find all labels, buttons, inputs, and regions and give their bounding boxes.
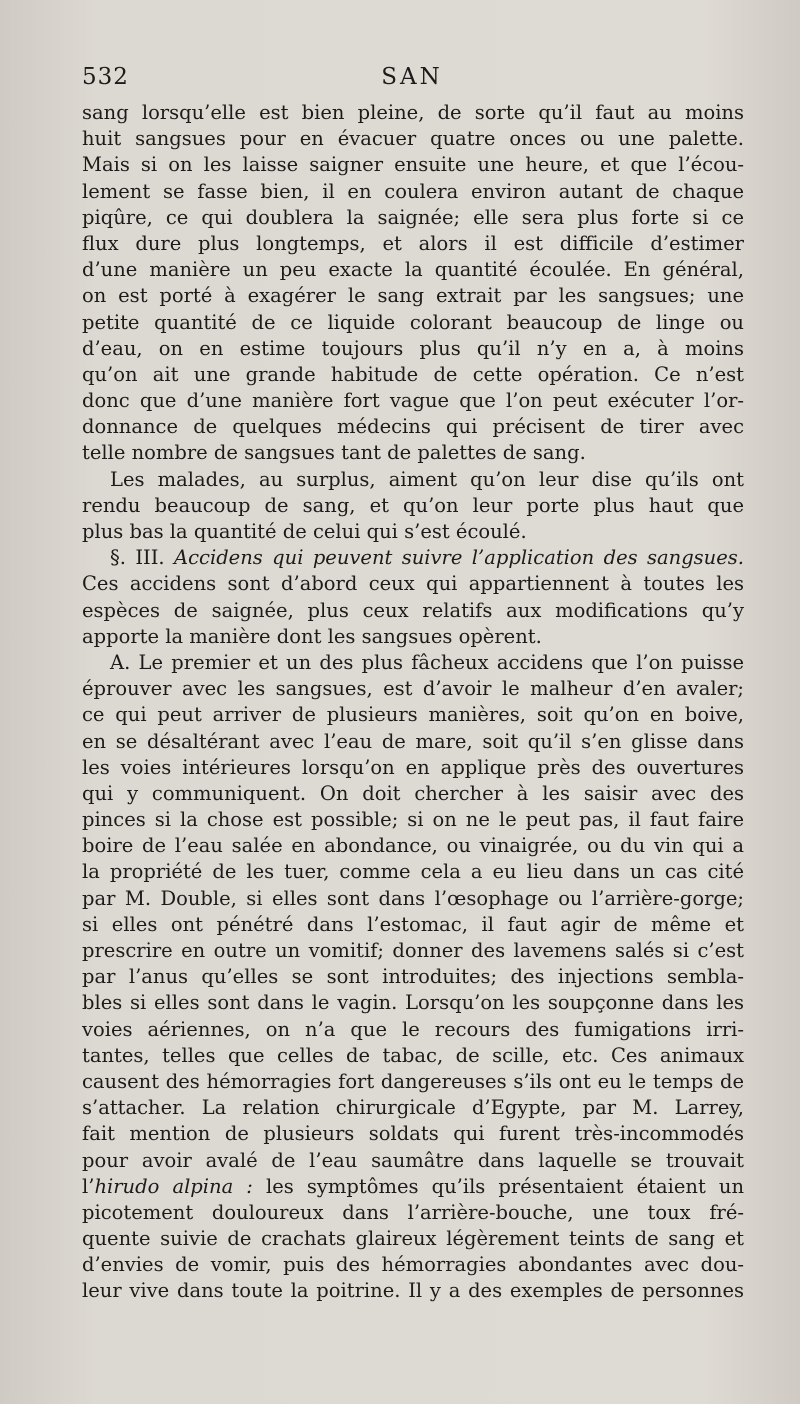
line-text: par l’anus qu’elles se sont introduites; des injections sembla- xyxy=(82,965,744,989)
line-text: éprouver avec les sangsues, est d’avoir le malheur d’en avaler; xyxy=(82,677,744,701)
text-line xyxy=(82,598,744,624)
line-text: pinces si la chose est possible; si on ne le peut pas, il faut faire xyxy=(82,808,744,832)
text-line xyxy=(82,859,744,885)
line-text: pour avoir avalé de l’eau saumâtre dans laquelle se trouvait xyxy=(82,1148,744,1172)
line-text: Le premier et un des plus fâcheux accidens que l’on puisse xyxy=(138,650,744,674)
text-line xyxy=(82,310,744,336)
line-text: prescrire en outre un vomitif; donner des lavemens salés si c’est xyxy=(82,939,744,962)
text-line xyxy=(82,729,744,755)
text-line xyxy=(82,1121,744,1147)
line-text: qui y communiquent. On doit chercher à les saisir avec des xyxy=(82,781,744,805)
line-text: Ces accidens sont d’abord ceux qui appartiennent à toutes les xyxy=(82,572,744,596)
line-text: bles si elles sont dans le vagin. Lorsqu’on les soupçonne dans les xyxy=(82,991,744,1015)
running-title: SAN xyxy=(381,64,443,90)
text-line xyxy=(82,702,744,728)
text-line xyxy=(82,414,744,440)
text-line xyxy=(82,1278,744,1304)
line-text: leur vive dans toute la poitrine. Il y a des exemples de personnes xyxy=(82,1279,744,1303)
line-text: donc que d’une manière fort vague que l’on peut exécuter l’or- xyxy=(82,389,744,413)
line-text: picotement douloureux dans l’arrière-bouche, une toux fré- xyxy=(82,1200,744,1224)
line-text: boire de l’eau salée en abondance, ou vinaigrée, ou du vin qui a xyxy=(82,834,744,858)
line-text: petite quantité de ce liquide colorant beaucoup de linge ou xyxy=(82,310,744,334)
text-line xyxy=(82,388,744,414)
text-line xyxy=(82,1174,744,1200)
line-text: voies aériennes, on n’a que le recours des fumigations irri- xyxy=(82,1017,744,1041)
line-text: en se désaltérant avec l’eau de mare, soit qu’il s’en glisse dans xyxy=(82,729,744,753)
text-line xyxy=(82,467,744,493)
body-text xyxy=(82,100,744,1305)
line-text: ce qui peut arriver de plusieurs manières, soit qu’on en boive, xyxy=(82,703,744,727)
text-line xyxy=(82,571,744,597)
item-letter: A. xyxy=(110,650,131,674)
line-text: causent des hémorragies fort dangereuses s’ils ont eu le temps de xyxy=(82,1069,744,1093)
section-number: §. III. xyxy=(110,546,165,570)
line-text: rendu beaucoup de sang, et qu’on leur porte plus haut que xyxy=(82,493,744,517)
line-text: d’envies de vomir, puis des hémorragies abondantes avec dou- xyxy=(82,1253,744,1277)
line-text: d’eau, on en estime toujours plus qu’il n’y en a, à moins xyxy=(82,336,744,360)
text-line xyxy=(82,1069,744,1095)
text-line xyxy=(82,1200,744,1226)
line-text: par M. Double, si elles sont dans l’œsophage ou l’arrière-gorge; xyxy=(82,886,744,910)
text-line xyxy=(82,257,744,283)
line-text: quente suivie de crachats glaireux légèrement teints de sang et xyxy=(82,1227,744,1251)
text-line xyxy=(82,205,744,231)
text-line xyxy=(82,152,744,178)
line-text: piqûre, ce qui doublera la saignée; elle sera plus forte si ce xyxy=(82,205,744,229)
section-title: Accidens qui peuvent suivre l’application des sangsues. xyxy=(174,546,744,570)
text-line xyxy=(82,912,744,938)
line-text: l’ xyxy=(82,1174,95,1198)
text-line xyxy=(82,833,744,859)
line-text: s’attacher. La relation chirurgicale d’Egypte, par M. Larrey, xyxy=(82,1096,744,1120)
line-text: Les malades, au surplus, aiment qu’on leur dise qu’ils ont xyxy=(110,467,744,491)
text-line xyxy=(82,781,744,807)
text-line xyxy=(82,100,744,126)
line-text: d’une manière un peu exacte la quantité écoulée. En général, xyxy=(82,258,744,282)
text-line xyxy=(82,1043,744,1069)
text-line xyxy=(82,886,744,912)
text-line xyxy=(82,990,744,1016)
text-line xyxy=(82,938,744,964)
text-line xyxy=(82,362,744,388)
text-line xyxy=(82,755,744,781)
text-line xyxy=(82,1017,744,1043)
line-text: donnance de quelques médecins qui précisent de tirer avec xyxy=(82,415,744,439)
line-text: sang lorsqu’elle est bien pleine, de sorte qu’il faut au moins xyxy=(82,101,744,124)
text-line xyxy=(82,283,744,309)
line-text: plus bas la quantité de celui qui s’est écoulé. xyxy=(82,520,527,543)
line-text: si elles ont pénétré dans l’estomac, il faut agir de même et xyxy=(82,912,744,936)
text-line xyxy=(82,440,744,466)
line-text: apporte la manière dont les sangsues opèrent. xyxy=(82,624,542,648)
text-line xyxy=(82,1226,744,1252)
line-text: lement se fasse bien, il en coulera environ autant de chaque xyxy=(82,179,744,203)
text-line xyxy=(82,624,744,650)
text-line xyxy=(82,336,744,362)
text-line xyxy=(82,179,744,205)
line-text: fait mention de plusieurs soldats qui furent très-incommodés xyxy=(82,1122,744,1146)
text-line xyxy=(82,126,744,152)
line-text: qu’on ait une grande habitude de cette opération. Ce n’est xyxy=(82,362,744,386)
line-text: flux dure plus longtemps, et alors il est difficile d’estimer xyxy=(82,231,744,255)
text-line xyxy=(82,676,744,702)
text-line xyxy=(82,545,744,571)
line-text: Mais si on les laisse saigner ensuite une heure, et que l’écou- xyxy=(82,153,744,177)
text-line xyxy=(82,519,744,545)
text-line xyxy=(82,964,744,990)
text-line xyxy=(82,1148,744,1174)
text-line xyxy=(82,807,744,833)
text-line xyxy=(82,493,744,519)
line-text: huit sangsues pour en évacuer quatre onces ou une palette. xyxy=(82,127,744,151)
page-header xyxy=(82,64,742,98)
page-number: 532 xyxy=(82,64,129,90)
text-line xyxy=(82,231,744,257)
text-line xyxy=(82,1095,744,1121)
line-text: espèces de saignée, plus ceux relatifs aux modifications qu’y xyxy=(82,598,744,622)
line-text: tantes, telles que celles de tabac, de scille, etc. Ces animaux xyxy=(82,1043,744,1067)
text-line xyxy=(82,650,744,676)
italic-term: hirudo alpina : xyxy=(94,1174,253,1198)
line-text: la propriété de les tuer, comme cela a eu lieu dans un cas cité xyxy=(82,860,744,884)
line-text: on est porté à exagérer le sang extrait par les sangsues; une xyxy=(82,284,744,308)
line-text: les voies intérieures lorsqu’on en applique près des ouvertures xyxy=(82,755,744,779)
line-text: les symptômes qu’ils présentaient étaient un xyxy=(252,1174,744,1198)
text-line xyxy=(82,1252,744,1278)
line-text: telle nombre de sangsues tant de palettes de sang. xyxy=(82,441,586,465)
